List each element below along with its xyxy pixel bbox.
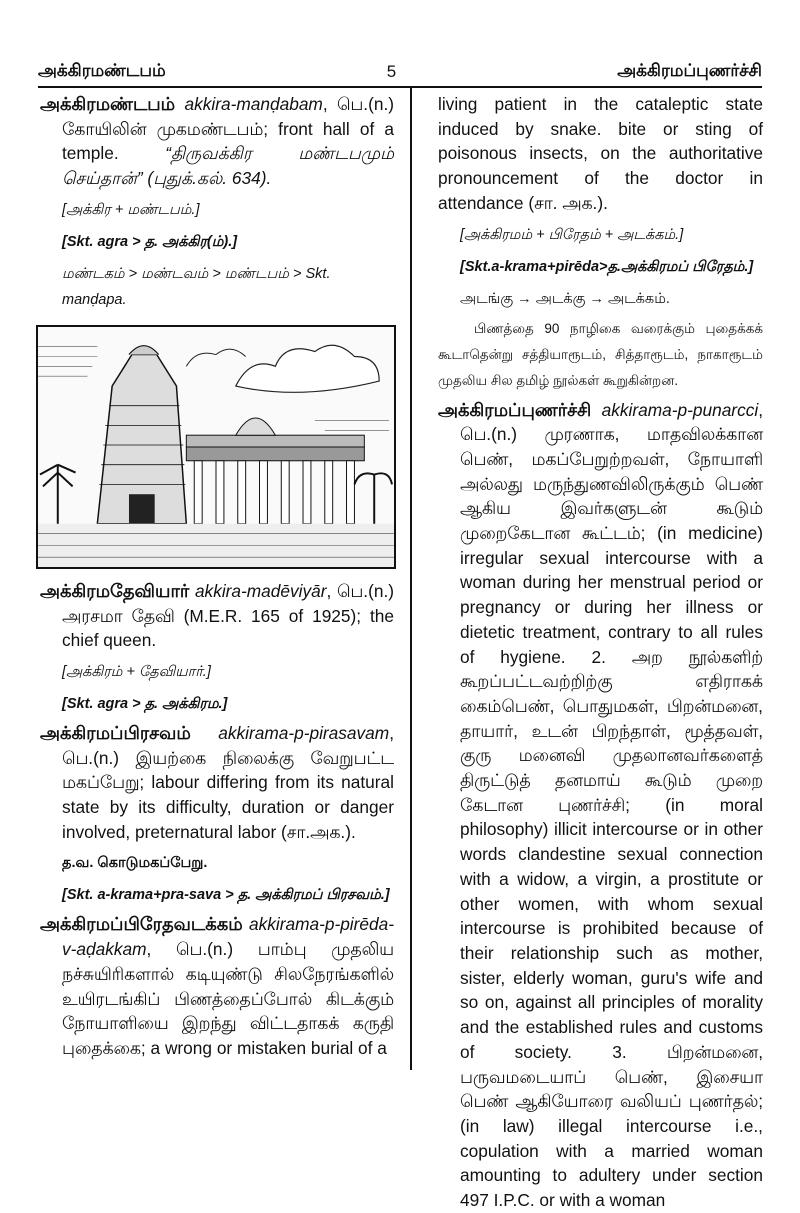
- etymology: [அக்கிர + மண்டபம்.]: [62, 201, 200, 218]
- header-left-word: அக்கிரமண்டபம்: [38, 61, 166, 80]
- entry-akkiramappirasavam: [40, 721, 394, 845]
- headword: அக்கிரமப்புணர்ச்சி: [438, 399, 592, 420]
- definition: , பெ.(n.) பாம்பு முதலிய நச்சுயிரிகளால் கடியுண்டு சிலநேரங்களில் உயிரடங்கிப் பிணத்தைப்போல் கிடக்கும் நோயாளியை இறந்து விட்டதாகக் கருதி புதைக்கை; a wrong or mistaken burial of a: [62, 939, 394, 1058]
- etymology: [Skt. a-krama+pra-sava > த. அக்கிரமப் பிரசவம்.]: [62, 887, 390, 904]
- transliteration: akkira-madēviyār: [194, 580, 327, 601]
- temple-illustration: [36, 325, 396, 569]
- definition: , பெ.(n.) இயற்கை நிலைக்கு வேறுபட்ட மகப்பேறு; labour differing from its natural state by its difficulty, duration or danger involved, preternatural labor (சா.அக.).: [62, 722, 394, 842]
- transliteration: akkira-manḍabam: [184, 94, 323, 114]
- page-header: [38, 58, 762, 88]
- definition: , பெ.(n.) முரணாக, மாதவிலக்கான பெண், மகப்பேறுற்றவள், நோயாளி அல்லது மருந்துணவிலிருக்கும் பெண் ஆகிய இவர்களுடன் கூடும் முறைகேடான கூட்டம்; (in medicine) irregular sexual intercourse with a woman during her menstrual period or pregnancy or during her illness or dietetic treatment, contrary to all rules of hygiene. 2. அற நூல்களிற் கூறப்பட்டவற்றிற்கு எதிராகக் கைம்பெண், பொதுமகள், பிறன்மனை, தாயார், உடன் பிறந்தாள், மூத்தவள், குரு மனைவி முதலானவர்களைத் திருட்டுத் தனமாய் கூடும் முறை கேடான புணர்ச்சி; (in moral philosophy) illicit intercourse or in other words clandestine sexual connection with a widow, a virgin, a prostitute or other women, with whom sexual intercourse is prohibited because of their relationship such as mother, sister, elderly woman, guru's wife and so on, against all principles of morality and the established rules and customs of society. 3. பிறன்மனை, பருவமடையாப் பெண், இசையா பெண் ஆகியோரை வலியப் புணர்தல்; (in law) illegal intercourse i.e., copulation with a married woman amounting to adultery under section 497 I.P.C. or with a woman: [460, 399, 763, 1211]
- entry-akkiramadeviyar: [40, 579, 394, 653]
- column-divider: [410, 88, 412, 1070]
- transliteration: akkirama-p-punarcci: [601, 399, 759, 420]
- continued-definition: living patient in the cataleptic state induced by snake. bite or sting of poisonous insects, on the authoritative pronouncement of the doctor in attendance (சா. அக.).: [438, 94, 763, 213]
- right-column: [438, 92, 763, 1213]
- entry-akkiramandabam: [40, 92, 394, 191]
- etymology: [Skt.a-krama+pirēda>த.அக்கிரமப் பிரேதம்.]: [460, 258, 754, 275]
- temple-drawing: [38, 327, 394, 567]
- left-column: [40, 92, 394, 1061]
- part-of-speech: , பெ.(n.): [322, 94, 394, 114]
- etymology: [அக்கிரமம் + பிரேதம் + அடக்கம்.]: [460, 226, 684, 243]
- definition: கோயிலின் முகமண்டபம்; front hall of a temple.: [62, 118, 394, 164]
- etymology: [Skt. agra > த. அக்கிர(ம்).]: [62, 233, 238, 250]
- entry-akkiramappunarcci: [438, 398, 763, 1213]
- etymology: அடங்கு → அடக்கு → அடக்கம்.: [460, 290, 670, 307]
- explanatory-note: பிணத்தை 90 நாழிகை வரைக்கும் புதைக்கக் கூடாதென்று சத்தியாரூடம், சித்தாரூடம், நாகாரூடம் முதலிய சில தமிழ் நூல்கள் கூறுகின்றன.: [438, 320, 763, 388]
- headword: அக்கிரமப்பிரேதவடக்கம்: [40, 914, 243, 935]
- headword: அக்கிரமப்பிரசவம்: [40, 722, 191, 743]
- page-number: 5: [386, 62, 397, 81]
- transliteration: akkirama-p-pirasavam: [218, 722, 390, 743]
- quotation: “திருவக்கிர மண்டபமும் செய்தான்” (புதுக்.கல். 634).: [62, 143, 394, 189]
- etymology: [Skt. agra > த. அக்கிரம.]: [62, 695, 228, 712]
- etymology: [அக்கிரம் + தேவியார்.]: [62, 663, 211, 680]
- etymology: த.வ. கொடுமகப்பேறு.: [62, 855, 208, 872]
- definition: , பெ.(n.) அரசமா தேவி (M.E.R. 165 of 1925); the chief queen.: [62, 580, 394, 651]
- transliteration: akkirama-p-pirēda-v-aḍakkam: [62, 914, 394, 960]
- header-right-word: அக்கிரமப்புணர்ச்சி: [617, 61, 762, 80]
- headword: அக்கிரமதேவியார்: [40, 580, 190, 601]
- etymology: மண்டகம் > மண்டவம் > மண்டபம் > Skt. manḍapa.: [62, 265, 331, 308]
- headword: அக்கிரமண்டபம்: [40, 94, 176, 114]
- entry-akkiramappiredavadakkam: [40, 912, 394, 1060]
